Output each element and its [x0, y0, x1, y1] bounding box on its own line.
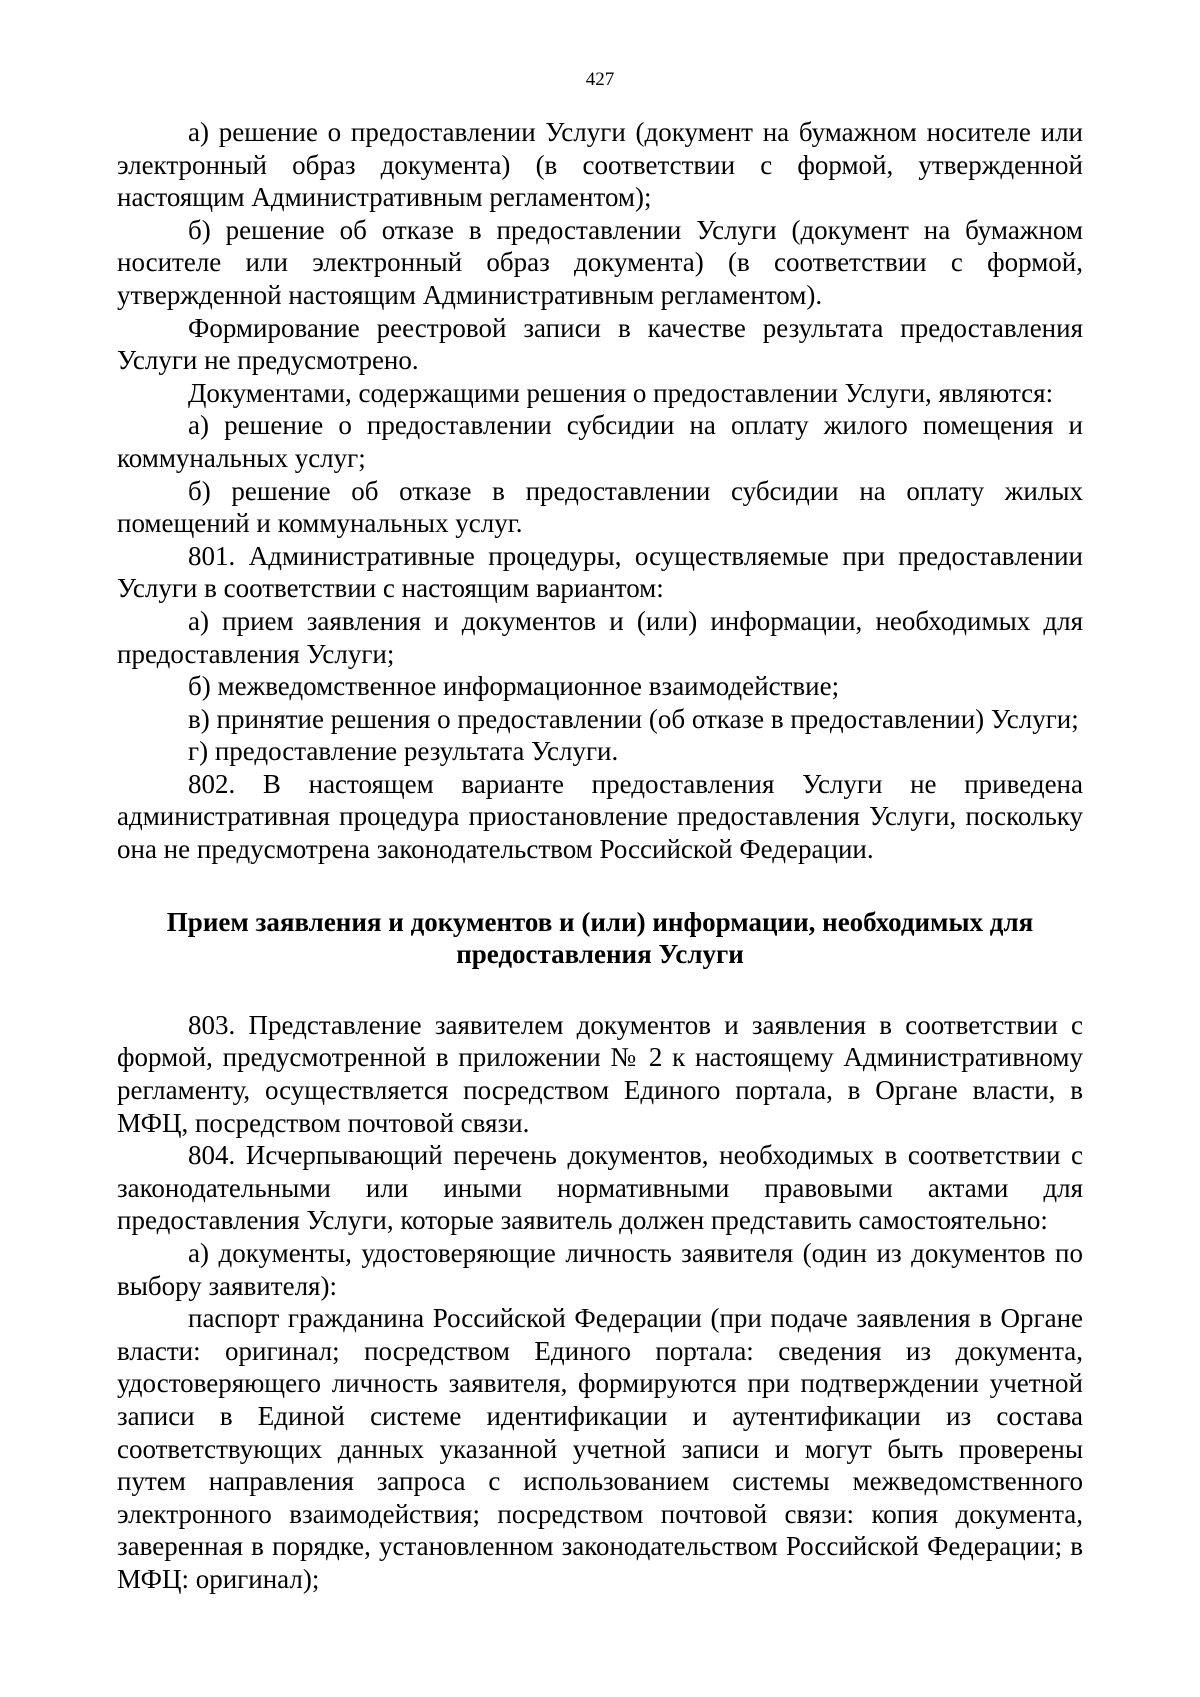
section-heading: [117, 906, 1083, 971]
paragraph-identity-documents: а) документы, удостоверяющие личность заявителя (один из документов по выбору заявителя):: [117, 1238, 1083, 1301]
page-content: [117, 116, 1083, 1596]
page-number: 427: [585, 69, 615, 90]
paragraph-802: 802. В настоящем варианте предоставления Услуги не приведена административная процедура приостановление предоставления Услуги, поскольку она не предусмотрена законодательством Российской Федерации.: [117, 768, 1083, 865]
paragraph-procedure-a: а) прием заявления и документов и (или) информации, необходимых для предоставления Услуги;: [117, 605, 1083, 669]
paragraph-801: 801. Административные процедуры, осуществляемые при предоставлении Услуги в соответствии с настоящим вариантом:: [117, 540, 1083, 604]
paragraph-procedure-c: в) принятие решения о предоставлении (об отказе в предоставлении) Услуги;: [188, 703, 1079, 734]
paragraph-803: 803. Представление заявителем документов и заявления в соответствии с формой, предусмотренной в приложении № 2 к настоящему Административному регламенту, осуществляется посредством Единого портала, в Органе власти, в МФЦ, посредством почтовой связи.: [117, 1009, 1083, 1138]
paragraph-procedure-b: б) межведомственное информационное взаимодействие;: [188, 671, 840, 702]
paragraph-804: 804. Исчерпывающий перечень документов, необходимых в соответствии с законодательными или иными нормативными правовыми актами для предоставления Услуги, которые заявитель должен представить самостоятельно:: [117, 1140, 1083, 1236]
paragraph-registry-record: Формирование реестровой записи в качестве результата предоставления Услуги не предусмотрено.: [117, 312, 1083, 376]
paragraph-decision-a: а) решение о предоставлении субсидии на оплату жилого помещения и коммунальных услуг;: [117, 410, 1083, 473]
section-heading-line-1: Прием заявления и документов и (или) информации, необходимых для: [166, 906, 1034, 937]
section-heading-line-2: предоставления Услуги: [456, 939, 744, 970]
paragraph-decision-b: б) решение об отказе в предоставлении субсидии на оплату жилых помещений и коммунальных услуг.: [117, 475, 1083, 539]
paragraph-result-a: а) решение о предоставлении Услуги (документ на бумажном носителе или электронный образ документа) (в соответствии с формой, утвержденной настоящим Административным регламентом);: [117, 117, 1083, 213]
paragraph-passport: паспорт гражданина Российской Федерации (при подаче заявления в Органе власти: оригинал; посредством Единого портала: сведения из документа, удостоверяющего личность заявителя, формируются при подтверждении учетной записи в Единой системе идентификации и аутентификации из состава соответствующих данных указанной учетной записи и могут быть проверены путем направления запроса с использованием системы межведомственного электронного взаимодействия; посредством почтовой связи: копия документа, заверенная в порядке, установленном законодательством Российской Федерации; в МФЦ: оригинал);: [117, 1303, 1083, 1594]
paragraph-result-b: б) решение об отказе в предоставлении Услуги (документ на бумажном носителе или электронный образ документа) (в соответствии с формой, утвержденной настоящим Административным регламентом).: [117, 214, 1083, 310]
paragraph-procedure-d: г) предоставление результата Услуги.: [188, 736, 619, 767]
paragraph-decision-documents: Документами, содержащими решения о предоставлении Услуги, являются:: [188, 377, 1054, 408]
